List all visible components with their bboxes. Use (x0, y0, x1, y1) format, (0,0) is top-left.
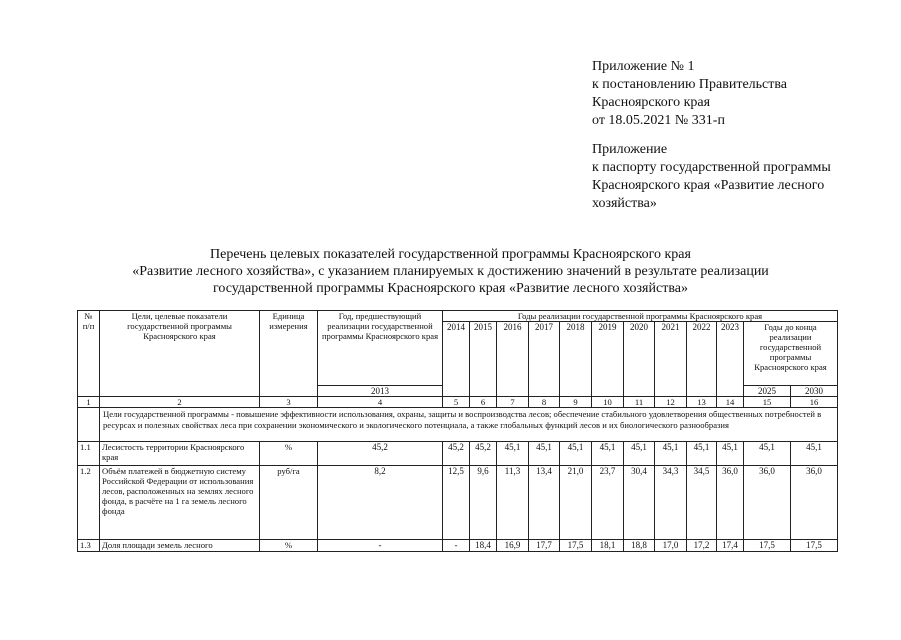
indicators-table-wrapper (77, 310, 838, 552)
column-index: 7 (497, 397, 529, 408)
title-line: «Развитие лесного хозяйства», с указанием планируемых к достижению значений в результате реализации (132, 264, 769, 279)
row-value: 11,3 (497, 466, 529, 540)
program-goal-text: Цели государственной программы - повышение эффективности использования, охраны, защиты и воспроизводства лесов; обеспечение стабильного удовлетворения общественных потребностей в ресурсах и полезных свойствах леса при сохранении экономического и экологического потенциала, а также глобальных функций лесов и их биологического разнообразия (100, 408, 838, 442)
appendix-1-line: от 18.05.2021 № 331-п (592, 113, 725, 128)
column-index: 9 (560, 397, 592, 408)
column-index: 1 (78, 397, 100, 408)
appendix-1-line: Приложение № 1 (592, 59, 695, 74)
appendix-1-line: Красноярского края (592, 95, 711, 110)
column-index: 10 (592, 397, 624, 408)
column-index: 16 (791, 397, 838, 408)
header-year: 2018 (560, 322, 592, 397)
appendix-2-block (592, 141, 831, 213)
row-value: 17,2 (687, 540, 717, 552)
header-year: 2022 (687, 322, 717, 397)
row-value: 21,0 (560, 466, 592, 540)
header-year: 2017 (529, 322, 560, 397)
appendix-2-line: Красноярского края «Развитие лесного (592, 178, 825, 193)
column-index: 6 (470, 397, 497, 408)
table-row (78, 466, 838, 540)
row-value: 17,5 (744, 540, 791, 552)
row-name: Лесистость территории Красноярского края (100, 442, 260, 466)
column-index: 12 (655, 397, 687, 408)
row-value: 45,1 (560, 442, 592, 466)
row-value: 36,0 (744, 466, 791, 540)
column-index: 13 (687, 397, 717, 408)
row-base: 8,2 (318, 466, 443, 540)
header-end-group: Годы до конца реализации государственной программы Красноярского края (744, 322, 838, 386)
header-year: 2015 (470, 322, 497, 397)
column-index: 5 (443, 397, 470, 408)
row-value: 13,4 (529, 466, 560, 540)
row-value: 17,7 (529, 540, 560, 552)
header-years-group: Годы реализации государственной программы Красноярского края (443, 311, 838, 322)
column-index: 11 (624, 397, 655, 408)
row-value: 18,4 (470, 540, 497, 552)
header-year: 2019 (592, 322, 624, 397)
appendix-2-line: к паспорту государственной программы (592, 160, 831, 175)
row-value: 18,1 (592, 540, 624, 552)
column-index: 3 (260, 397, 318, 408)
row-value: 45,1 (655, 442, 687, 466)
row-value: 45,1 (791, 442, 838, 466)
header-year: 2021 (655, 322, 687, 397)
column-index: 15 (744, 397, 791, 408)
table-row (78, 540, 838, 552)
row-value: 45,1 (592, 442, 624, 466)
column-index: 14 (717, 397, 744, 408)
row-value: 45,1 (717, 442, 744, 466)
row-value: 45,1 (744, 442, 791, 466)
row-value: 12,5 (443, 466, 470, 540)
column-index: 8 (529, 397, 560, 408)
row-value: 45,2 (443, 442, 470, 466)
row-no: 1.3 (78, 540, 100, 552)
header-year: 2023 (717, 322, 744, 397)
header-prev-year: Год, предшествующий реализации государственной программы Красноярского края (318, 311, 443, 386)
row-value: 17,5 (791, 540, 838, 552)
row-value: 45,2 (470, 442, 497, 466)
row-value: 30,4 (624, 466, 655, 540)
appendix-2-line: Приложение (592, 142, 668, 157)
indicators-table (77, 310, 838, 552)
appendix-2-line: хозяйства» (592, 196, 657, 211)
header-unit: Единица измерения (260, 311, 318, 397)
row-base: - (318, 540, 443, 552)
document-title (0, 246, 901, 297)
row-value: 17,0 (655, 540, 687, 552)
column-index: 4 (318, 397, 443, 408)
row-no: 1.1 (78, 442, 100, 466)
row-name: Объём платежей в бюджетную систему Российской Федерации от использования лесов, расположенных на землях лесного фонда, в расчёте на 1 га земель лесного фонда (100, 466, 260, 540)
header-prev-year-value: 2013 (318, 386, 443, 397)
row-value: 9,6 (470, 466, 497, 540)
row-value: 17,4 (717, 540, 744, 552)
appendix-1-block (592, 58, 787, 130)
row-value: 18,8 (624, 540, 655, 552)
row-value: 17,5 (560, 540, 592, 552)
header-year: 2020 (624, 322, 655, 397)
row-base: 45,2 (318, 442, 443, 466)
table-row (78, 442, 838, 466)
row-unit: % (260, 540, 318, 552)
row-value: 45,1 (687, 442, 717, 466)
column-index: 2 (100, 397, 260, 408)
row-value: 16,9 (497, 540, 529, 552)
goal-no-cell (78, 408, 100, 442)
row-value: 45,1 (497, 442, 529, 466)
header-no: № п/п (78, 311, 100, 397)
header-year: 2014 (443, 322, 470, 397)
row-value: 36,0 (717, 466, 744, 540)
header-goal: Цели, целевые показатели государственной программы Красноярского края (100, 311, 260, 397)
title-line: Перечень целевых показателей государственной программы Красноярского края (210, 247, 691, 262)
row-unit: руб/га (260, 466, 318, 540)
row-value: - (443, 540, 470, 552)
header-end-year: 2030 (791, 386, 838, 397)
row-value: 34,3 (655, 466, 687, 540)
header-end-year: 2025 (744, 386, 791, 397)
row-value: 36,0 (791, 466, 838, 540)
row-no: 1.2 (78, 466, 100, 540)
row-name: Доля площади земель лесного (100, 540, 260, 552)
header-year: 2016 (497, 322, 529, 397)
row-value: 45,1 (529, 442, 560, 466)
appendix-1-line: к постановлению Правительства (592, 77, 788, 92)
row-value: 23,7 (592, 466, 624, 540)
row-unit: % (260, 442, 318, 466)
title-line: государственной программы Красноярского края «Развитие лесного хозяйства» (213, 281, 688, 296)
row-value: 45,1 (624, 442, 655, 466)
row-value: 34,5 (687, 466, 717, 540)
